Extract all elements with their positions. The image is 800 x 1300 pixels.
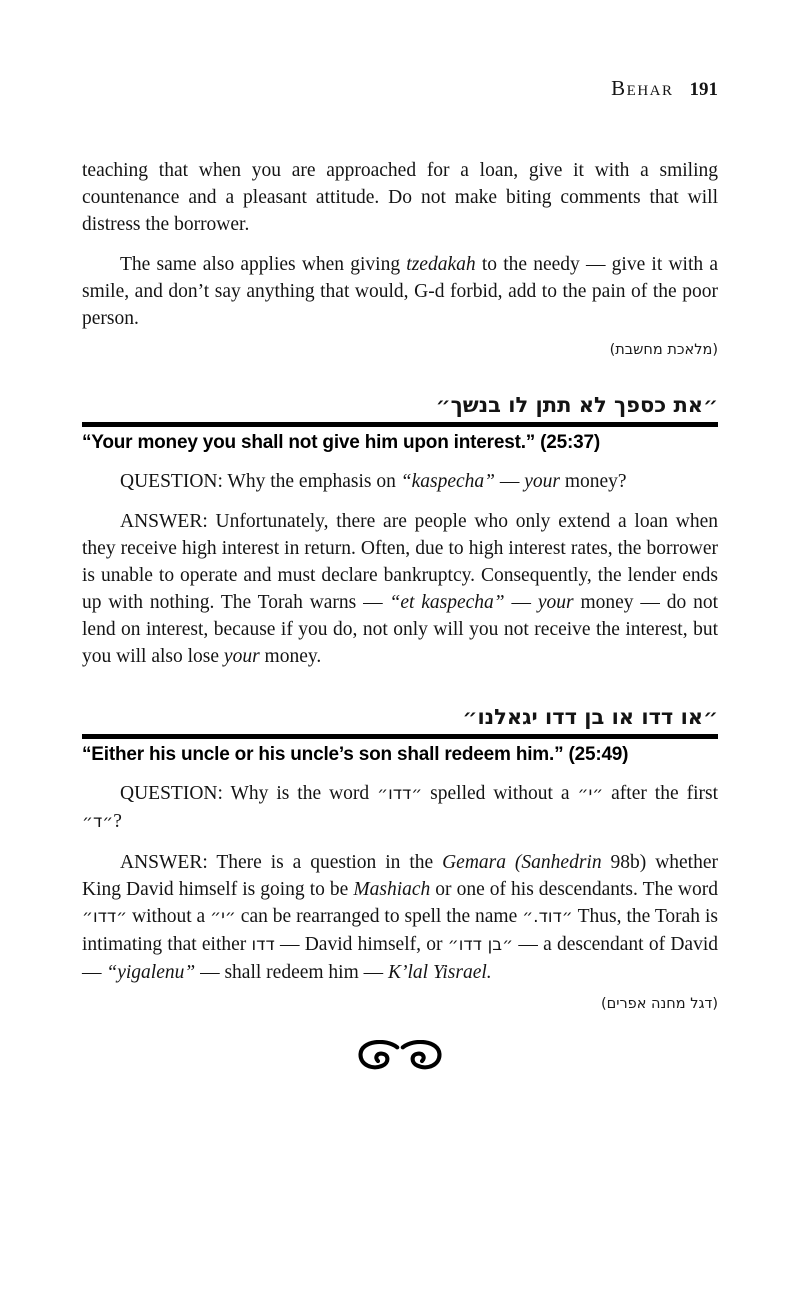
text-segment: “yigalenu” xyxy=(106,962,196,983)
text-segment: QUESTION: Why is the word xyxy=(120,783,378,804)
source-attribution xyxy=(82,996,718,1012)
text-segment: — David himself, or xyxy=(274,934,448,955)
fleuron-icon xyxy=(354,1040,446,1073)
text-segment: — xyxy=(504,592,538,613)
question-paragraph xyxy=(82,780,718,836)
page-content xyxy=(82,157,718,1078)
text-segment: your xyxy=(537,592,574,613)
text-segment: — xyxy=(494,471,525,492)
text-segment: K’lal Yisrael. xyxy=(388,962,492,983)
source-attribution-text: (מלאכת מחשבת) xyxy=(609,342,718,358)
chapter-title: Behar xyxy=(611,76,674,100)
text-segment: “kaspecha” xyxy=(400,471,495,492)
topic-section-heading xyxy=(82,392,718,455)
hebrew-term: דדו xyxy=(251,935,275,955)
text-segment: teaching that when you are approached for a loan, give it with a smiling countenance and a pleasant attitude. Do not make biting comments that will distress the borrower. xyxy=(82,160,718,235)
source-attribution-text: (דגל מחנה אפרים) xyxy=(600,996,718,1012)
text-segment: can be rearranged to spell the name xyxy=(235,906,523,927)
text-segment: your xyxy=(223,646,260,667)
hebrew-term: ״דדו״ xyxy=(82,907,128,927)
text-segment: or one of his descendants. The word xyxy=(430,879,718,900)
text-segment: to the needy — give it with a smile, and don’t say anything that would, G-d forbid, add to the pain of the poor person. xyxy=(82,254,718,329)
body-paragraph-tzedakah xyxy=(82,251,718,332)
hebrew-term: ״י״ xyxy=(210,907,236,927)
text-segment: without a xyxy=(127,906,211,927)
text-segment: money — do not lend on interest, because if you do, not only will you not receive the interest, but you will also lose xyxy=(82,592,718,667)
text-segment: — shall redeem him — xyxy=(195,962,389,983)
text-segment: ANSWER: Unfortunately, there are people who only extend a loan when they receive high interest in return. Often, due to high interest rates, the borrower is unable to operate and must declare bankruptcy. Consequently, the lender ends up with nothing. The Torah warns — xyxy=(82,511,718,613)
text-segment: after the first xyxy=(603,783,718,804)
text-segment: ANSWER: There is a question in the xyxy=(120,852,443,873)
text-segment: QUESTION: Why the emphasis on xyxy=(120,471,401,492)
text-segment: your xyxy=(524,471,560,492)
question-paragraph xyxy=(82,468,718,495)
hebrew-term: ״י״ xyxy=(577,784,604,804)
hebrew-term: ״דדו״ xyxy=(377,784,423,804)
page-header xyxy=(82,76,718,101)
text-segment: “et kaspecha” xyxy=(389,592,505,613)
topic-hebrew-verse: ״את כספך לא תתן לו בנשך״ xyxy=(435,393,718,417)
source-attribution xyxy=(82,342,718,358)
text-segment: 98b) whether King David himself is going to be xyxy=(82,852,718,900)
topic-english-translation: “Either his uncle or his uncle’s son shall redeem him.” (25:49) xyxy=(82,744,629,765)
section-end-ornament xyxy=(82,1040,718,1078)
topic-section-heading xyxy=(82,704,718,767)
text-segment: money. xyxy=(259,646,322,667)
answer-paragraph xyxy=(82,849,718,986)
text-segment: tzedakah xyxy=(406,254,476,275)
text-segment: — a descendant of David — xyxy=(82,934,718,983)
page-number: 191 xyxy=(689,79,718,100)
topic-hebrew-verse: ״או דדו או בן דדו יגאלנו״ xyxy=(462,705,718,729)
answer-paragraph xyxy=(82,508,718,670)
text-segment: ? xyxy=(113,811,122,832)
text-segment: spelled without a xyxy=(422,783,578,804)
text-segment: Thus, the Torah is intimating that either xyxy=(82,906,718,955)
heading-rule xyxy=(82,734,718,739)
topic-english-translation: “Your money you shall not give him upon interest.” (25:37) xyxy=(82,432,601,453)
heading-rule xyxy=(82,422,718,427)
hebrew-term: ״דוד.״ xyxy=(522,907,573,927)
text-segment: The same also applies when giving xyxy=(120,254,407,275)
text-segment: Mashiach xyxy=(353,879,431,900)
text-segment: money? xyxy=(559,471,627,492)
hebrew-term: ״ד״ xyxy=(82,812,114,832)
body-paragraph-continuation xyxy=(82,157,718,238)
text-segment: Gemara (Sanhedrin xyxy=(442,852,602,873)
hebrew-term: ״בן דדו״ xyxy=(447,935,514,955)
